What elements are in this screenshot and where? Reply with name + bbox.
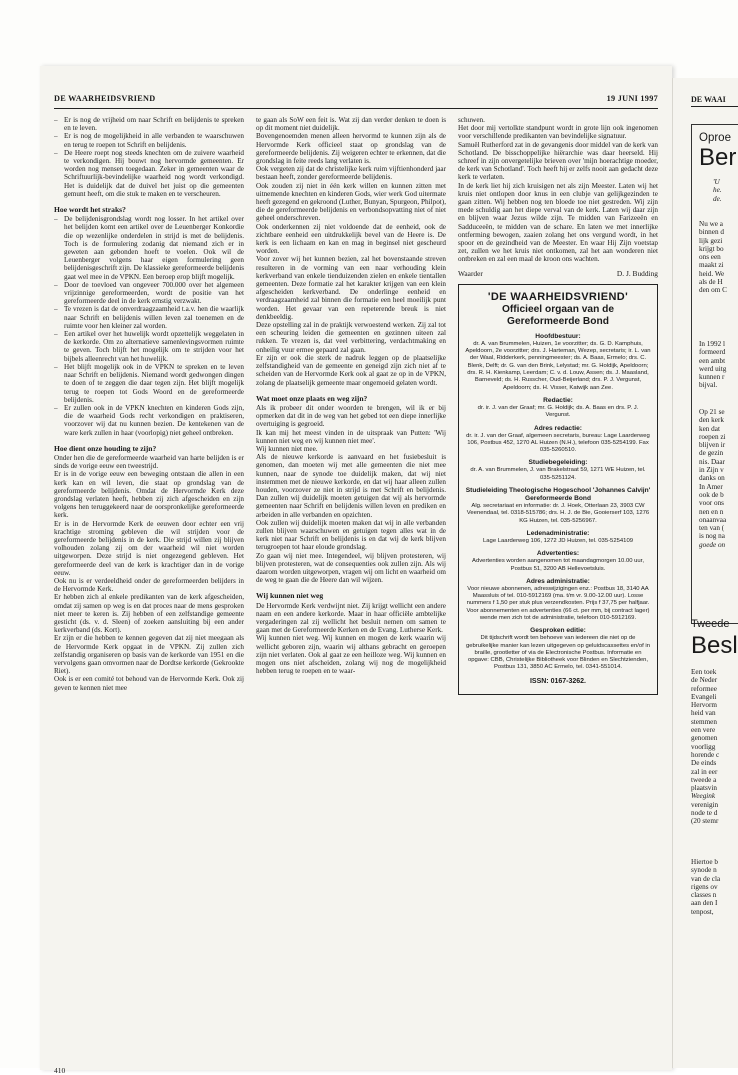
list-item: – De belijdenisgrondslag wordt nog losser. In het artikel over het belijden komt een artikel over de Leuenberger Konkordie die op wezenlijke onderdelen in strijd is met de belijdenis. Toch is de formulering zodanig dat niemand zich er in geweten aan gebonden hoeft te voelen. Ook wil de Leuenberger volgens haar eigen formulering geen belijdenisgeschrift zijn. De klassieke gereformeerde belijdenis gaat wel mee in de VPKN. Een beroep erop blijft mogelijk.	[54, 215, 244, 281]
paragraph: In de kerk liet hij zich kruisigen net als zijn Meester. Laten wij het kruis niet ontlopen door knus in een clubje van gelijkgezinden te gaan zitten. Wij hebben nog ten bloede toe niet gestreden. Wij zijn mede schuldig aan het diepe verval van de kerk. Laten wij daar zijn en blijven waar Jezus wilde zijn. Te midden van Farizeeën en Sadduceeën, te midden van de schare. En laten we met innerlijke ontferming bewogen, zaaien zolang het ons vergund wordt, in het spoor en de gezindheid van de Meester. En waar Hij Zijn voetstap zet, zullen we het kruis niet ontkomen, zal het aan wonderen niet ontbreken en zal een maal de kroon ons wachten.	[458, 181, 658, 264]
paragraph: Zo gaan wij niet mee. Integendeel, wij blijven protesteren, wij blijven protesteren, wat de consequenties ook zullen zijn. Als wij daarom worden uitgeworpen, vragen wij om licht en waarheid om de weg te gaan die de Heere dan wil wijzen.	[256, 551, 446, 585]
paragraph: Deze opstelling zal in de praktijk verwoestend werken. Zij zal tot een scheuring leiden die gemeenten en gezinnen uiteen zal rukken. Te vrezen is, dat veel verbittering, verdachtmaking en onheilig vuur ermee gepaard zal gaan.	[256, 321, 446, 354]
text-line: Een toek	[691, 668, 717, 676]
colophon-text: Lage Laarderweg 106, 1272 JD Huizen, tel. 035-5254109	[483, 537, 633, 544]
text-line: Op 21 se	[699, 408, 725, 416]
paragraph: Wij kunnen niet weg. Wij kunnen en mogen de kerk waarin wij wellicht geboren zijn, waarin wij althans gebracht en geroepen zijn niet verlaten. Ook al gaat ze een heilloze weg. Wij kunnen en mogen ons niet afscheiden, zolang wij nog de mogelijkheid hebben terug te roepen en te waar-	[256, 634, 446, 676]
adjacent-page-header: DE WAAI	[691, 95, 726, 104]
text-line: de.	[713, 194, 722, 203]
adjacent-text-block	[691, 858, 738, 916]
text-line: (20 stemr	[691, 817, 719, 826]
colophon-title: 'DE WAARHEIDSVRIEND'	[487, 290, 629, 303]
text-line: zal in eer	[691, 767, 718, 776]
section-heading: Hoe wordt het straks?	[54, 205, 126, 215]
colophon-heading: Ledenadministratie:	[526, 529, 590, 537]
text-line: kunnen r	[699, 373, 725, 382]
text-line: aan den I	[691, 899, 718, 908]
colophon-section	[465, 425, 651, 455]
text-line: classes n	[691, 891, 717, 900]
colophon-section	[465, 530, 651, 545]
publication-name: DE WAARHEIDSVRIEND	[54, 94, 156, 103]
section-heading: Wat moet onze plaats en weg zijn?	[256, 393, 368, 403]
section-heading: Wij kunnen niet weg	[256, 591, 324, 601]
intro-list	[54, 116, 244, 198]
adjacent-kicker: Oproe	[699, 132, 731, 144]
text-line: synode n	[691, 866, 717, 875]
column-2	[256, 116, 446, 1052]
text-line: roepen zi	[699, 432, 726, 441]
colophon-section	[465, 550, 651, 573]
colophon-heading: Adres administratie:	[526, 577, 590, 585]
page-number: 410	[54, 1066, 66, 1075]
text-line: maakt zi	[699, 261, 724, 270]
text-line: reformee	[691, 684, 717, 693]
text-line: lijk gezi	[699, 236, 723, 245]
paragraph: Als ik probeer dit onder woorden te brengen, wil ik er bij opmerken dat dit in de weg van het gebed tot een diepe innerlijke overtuiging is gegroeid.	[256, 403, 446, 429]
text-line: ons een	[699, 253, 721, 262]
text-line: binnen d	[699, 228, 724, 237]
paragraph: Er is in de Hervormde Kerk de eeuwen door echter een vrij krachtige stroming gebleven die wil strijden voor de gereformeerde belijdenis in de kerk. Die strijd willen zij blijven volhouden zolang zij om der waarheid wil niet worden uitgeworpen. Deze strijd is niet ongezegend gebleven. Het gereformeerde deel van de kerk is krachtiger dan in de vorige eeuw.	[54, 519, 244, 577]
paragraph: Bovengenoemden menen alleen hervormd te kunnen zijn als de Hervormde Kerk officieel staat op grondslag van de gereformeerde belijdenis. Zij weigeren echter te erkennen, dat die grondslag in feite reeds lang verlaten is.	[256, 132, 446, 166]
text-line: werd uitg	[699, 364, 727, 373]
paragraph: Samuël Rutherford zat in de gevangenis door middel van de kerk van Schotland. De bisschoppelijke hiërarchie was daar heerseld. Hij schreef in zijn onvergetelijke brieven over 'mijn hoerachtige moeder, de kerk van Schotland'. Toch heeft hij er zelfs nooit aan gedacht deze kerk te verlaten.	[458, 140, 658, 182]
column-1	[54, 116, 244, 1052]
paragraph: Er zijn er die hebben te kennen gegeven dat zij niet meegaan als de Hervormde Kerk opgaat in de VPKN. Zij zullen zich zelfstandig organiseren op basis van de kerkorde van 1951 en die vervolgens gaan omvormen naar de Dordtse kerkorde (Gekrookte Riet).	[54, 634, 244, 676]
text-line: Nu we a	[699, 220, 723, 228]
colophon-section	[465, 627, 651, 671]
colophon-heading: Gesproken editie:	[530, 627, 586, 635]
text-line: voor ons	[699, 499, 724, 508]
adjacent-text-block	[699, 340, 738, 390]
adjacent-kicker: Tweede	[691, 618, 730, 630]
paragraph: te gaan als SoW een feit is. Wat zij dan verder denken te doen is op dit moment niet duidelijk.	[256, 116, 446, 133]
colophon-heading: Hoofdbestuur:	[535, 332, 581, 340]
paragraph: Ik kan mij het meest vinden in de uitspraak van Putten: 'Wij kunnen niet weg en wij kunnen niet mee'.	[256, 428, 446, 445]
adjacent-text-block	[699, 220, 738, 295]
author-signoff	[458, 270, 658, 278]
text-line: tweede a	[691, 775, 717, 784]
text-line: nen en n	[699, 507, 724, 516]
list-item: – Er is nog de vrijheid om naar Schrift en belijdenis te spreken en te leven.	[54, 116, 244, 132]
text-line: den kerk	[699, 416, 724, 425]
section-heading: Hoe dient onze houding te zijn?	[54, 443, 157, 453]
text-line: als de H	[699, 278, 723, 287]
text-line: tenpost,	[691, 907, 714, 916]
colophon-box	[458, 284, 658, 695]
adjacent-text-block	[691, 668, 738, 826]
text-line: voorligg	[691, 742, 716, 751]
colophon-subtitle-line: Officieel orgaan van de	[501, 303, 615, 315]
colophon-text: dr. A. van Brummelen, J. van Brakelstraat 59, 1271 WE Huizen, tel. 035-5251124.	[470, 467, 646, 481]
paragraph: Onder hen die de gereformeerde waarheid van harte belijden is er sinds de vorige eeuw een tweestrijd.	[54, 453, 244, 471]
colophon-text: dr. ir. J. van der Graaf; mr. G. Holdijk; ds. A. Baas en drs. P. J. Vergunst.	[477, 404, 639, 419]
text-line: nis. Daar	[699, 457, 725, 466]
paragraph: Er is in de vorige eeuw een beweging ontstaan die allen in een kerk kan en wil leven, die staat op grondslag van de gereformeerde belijdenis. Omdat de Hervormde Kerk deze grondslag verlaten heeft, hebben zij zich afgescheiden en zijn volgens hen teruggekeerd naar de oorspronkelijke gereformeerde kerk.	[54, 470, 244, 520]
colophon-text: Voor nieuwe abonnenen, adreswijzigingen enz.: Postbus 18, 3140 AA Maassluis of tel. 010-5912169 (ma. t/m vr. 9.00-12.00 uur). Losse nummers f 1,50 per stuk plus verzendkosten. Prijs f 37,75 per halfjaar. Voor abonnementen en advertenties (66 ct. per mm, bij contract lager) wende men zich tot de administratie, telefoon 010-5912169.	[466, 585, 650, 621]
issue-date: 19 JUNI 1997	[606, 94, 658, 103]
colophon-text: Dit tijdschrift wordt ten behoeve van iedereen die niet op de gebruikelijke manier kan lezen uitgegeven op geluidscassettes en/of in braille, grootletter of via de Electronische Postbus. Informatie en opgave: CBB, Christelijke Bibliotheek voor Blinden en Slechtzienden, Postbus 131, 3850 AC Ermelo, tel. 0341-551014.	[465, 635, 651, 671]
text-line: verenigin	[691, 800, 719, 809]
colophon-section	[465, 459, 651, 482]
paragraph: Het door mij vertolkte standpunt wordt in grote lijn ook ingenomen voor verschillende predikanten van bevindelijke signatuur.	[458, 124, 658, 141]
colophon-text: dr. A. van Brummelen, Huizen, 1e voorzitter; ds. G. D. Kamphuis, Apeldoorn, 2e voorzitter; drs. J. Harteman, Wezep, secretaris; ir. L. van der Waal, Ridderkerk, penningmeester; ds. A. Baas, Ermelo; drs. C. Blenk, Delft; dr. G. van den Brink, Lelystad; mr. G. Holdijk, Apeldoorn; drs. R. H. Kienkamp, Leerdam; C. v. d. Louw, Assen; ds. J. Maasland, Barneveld; ds. H. Russcher, Oud-Beijerland; drs. P. J. Vergunst, Apeldoorn; ds. H. Visser, Katwijk aan Zee.	[465, 340, 651, 391]
text-line: rigens ov	[691, 882, 718, 891]
text-line: danks on	[699, 474, 725, 483]
colophon-heading: Studiebegeleiding:	[528, 459, 588, 467]
text-line: den om C	[699, 286, 727, 295]
page-header	[54, 94, 658, 108]
text-line: horende c	[691, 750, 720, 759]
text-line: ook de b	[699, 490, 724, 499]
adjacent-italic-text	[713, 178, 738, 203]
colophon-section	[465, 578, 651, 622]
text-line: blijven ir	[699, 441, 726, 450]
paragraph: schuwen.	[458, 116, 485, 124]
colophon-text: Advertenties worden aangenomen tot maandagmorgen 10.00 uur, Postbus 51, 3200 AB Hellevoetsluis.	[472, 558, 644, 572]
colophon-text: dr. ir. J. van der Graaf, algemeen secretaris, bureau: Lage Laarderweg 106, Postbus 452, 1270 AL Huizen (N.H.), telefoon 035-5254199. Fax 035-5260510.	[466, 432, 650, 454]
text-line: he.	[713, 186, 722, 195]
colophon-subtitle-line: Gereformeerde Bond	[507, 315, 609, 327]
column-3	[458, 116, 658, 1052]
paragraph: Ook onderkennen zij niet voldoende dat de eenheid, ook de zichtbare eenheid een uitdrukkelijk bevel van de Heere is. De kerk is een lichaam en kan en mag in beginsel niet gescheurd worden.	[256, 222, 446, 256]
list-item: – De Heere roept nog steeds knechten om de zuivere waarheid te verkondigen. Hij bouwt nog hervormde gemeenten. Er worden nog mensen toegedaan. Zeker in gemeenten waar de Schriftuurlijk-bevindelijke waarheid nog wordt verkondigd. Het is duidelijk dat de duivel het juist op die gemeenten gemunt heeft, om die stuk te maken en te verscheuren.	[54, 149, 244, 198]
signoff-place: Waarder	[458, 268, 483, 278]
text-line: Weegink	[691, 792, 716, 801]
list-item: – Te vrezen is dat de onverdraagzaamheid t.a.v. hen die waarlijk naar Schrift en belijdenis willen leven zal toenemen en de ruimte voor hen kleiner zal worden.	[54, 305, 244, 330]
paragraph: Ook is er een comité tot behoud van de Hervormde Kerk. Ook zij geven te kennen niet mee	[54, 675, 244, 692]
paragraph: De Hervormde Kerk verdwijnt niet. Zij krijgt wellicht een andere naam en een andere kerkorde. Maar in haar officiële ambtelijke vergaderingen zal zij wellicht het besluit nemen om samen te gaan met de Gereformeerde Kerken en de Evang. Lutherse Kerk.	[256, 601, 446, 635]
text-line: bijval.	[699, 381, 718, 390]
text-line: van de cla	[691, 874, 721, 883]
paragraph: Ook vergeten zij dat de christelijke kerk ruim vijftienhonderd jaar bestaan heeft, zonder gereformeerde belijdenis.	[256, 165, 446, 182]
text-line: in Zijn v	[699, 466, 724, 475]
text-line: de gezin	[699, 449, 724, 458]
text-line: De einds	[691, 759, 717, 768]
text-line: onaanvaa	[699, 515, 727, 524]
text-line: In Amer	[699, 482, 723, 491]
list-item: – Het blijft mogelijk ook in de VPKN te spreken en te leven naar Schrift en belijdenis. Niemand wordt gedwongen dingen te doen of te zeggen die daar tegen zijn. Het blijft mogelijk terug te roepen tot Gods Woord en de gereformeerde belijdenis.	[54, 363, 244, 404]
colophon-text: Alg. secretariaat en informatie: dr. J. Hoek, Otterlaan 23, 3903 CW Veenendaal, tel. 0318-515786; drs. H. J. de Bie, Gooierserf 103, 1276 KG Huizen, tel. 035-5256967.	[466, 503, 650, 524]
paragraph: Ook nu is er verdeeldheid onder de gereformeerden belijders in de Hervormde Kerk.	[54, 576, 244, 594]
text-line: Evangeli	[691, 692, 717, 701]
paragraph: Wij kunnen niet mee.	[256, 444, 318, 453]
magazine-page	[40, 66, 672, 1075]
text-line: ken dat	[699, 424, 720, 433]
adjacent-page	[672, 78, 738, 1068]
outlook-list	[54, 215, 244, 436]
text-line: stemmen	[691, 717, 717, 726]
colophon-subtitle	[465, 304, 651, 328]
text-line: een vere	[691, 726, 716, 735]
text-line: genomen	[691, 734, 718, 743]
text-line: formeerd	[699, 348, 726, 357]
colophon-section	[465, 333, 651, 392]
paragraph: Als de nieuwe kerkorde is aanvaard en het fusiebesluit is genomen, dan moeten wij met alle gemeenten die niet mee kunnen, naar de synode toe duidelijk maken, dat wij niet instemmen met de nieuwe kerkorde, en dat wij haar alleen zullen houden, voorzover ze niet in strijd is met Schrift en belijdenis. Dan zullen wij duidelijk moeten getuigen dat wij als hervormde gemeenten naar Schrift en belijdenis willen leven en prediken en arbeiden in alle verbanden en opzichten.	[256, 453, 446, 519]
text-line: 'U	[713, 178, 720, 186]
colophon-heading: Redactie:	[543, 396, 573, 404]
text-line: node te d	[691, 809, 718, 818]
text-line: heid. We	[699, 269, 725, 278]
paragraph: Voor zover wij het kunnen bezien, zal het bovenstaande streven resulteren in de vorming van een naar verhouding klein kerkverband van enkele tienduizenden zielen en enkele tientallen gemeenten. Deze formatie zal het karakter krijgen van een klein afgescheiden kerkverband. De onderlinge eenheid en verdraagzaamheid zal binnen die formatie een heel moeilijk punt worden. Het gevaar van een repeterende breuk is niet denkbeeldig.	[256, 255, 446, 321]
text-line: krijgt bo	[699, 244, 724, 253]
adjacent-header-rule	[691, 106, 738, 107]
paragraph: Ook zullen wij duidelijk moeten maken dat wij in alle verbanden zullen blijven waarschuwen en getuigen tegen alles wat in de kerk niet naar Schrift en belijdenis is en dat wij de kerk blijven terugroepen tot haar eloude grondslag.	[256, 518, 446, 552]
text-line: heid van	[691, 709, 716, 718]
colophon-heading: Advertenties:	[536, 550, 580, 558]
text-line: Hiertoe b	[691, 858, 718, 866]
header-rule	[54, 108, 658, 109]
text-line: ten van (	[699, 524, 725, 533]
list-item: – Er zullen ook in de VPKN knechten en kinderen Gods zijn, die de waarheid Gods recht verkondigen en praktiseren, voorzover wij dat nu kunnen bezien. De kentekenen van de ware kerk zullen in haar (voorlopig) niet geheel ontbreken.	[54, 404, 244, 437]
text-line: de Neder	[691, 676, 718, 685]
list-item: – Er is nog de mogelijkheid in alle verbanden te waarschuwen en terug te roepen tot Schrift en belijdenis.	[54, 132, 244, 148]
colophon-section	[465, 487, 651, 525]
paragraph: Ook zouden zij niet in één kerk willen en kunnen zitten met uitnemende knechten en kinderen Gods, wier werk God uitermate heeft gezegend en gekroond (Luther, Bunyan, Spurgeon, Philpot), die de gereformeerde belijdenis en verbondsopvatting niet of niet geheel onderschreven.	[256, 181, 446, 223]
text-line: Hervorm	[691, 701, 717, 710]
colophon-section	[465, 397, 651, 420]
paragraph: Er hebben zich al enkele predikanten van de kerk afgescheiden, omdat zij samen op weg is en dat proces naar de mens gesproken niet meer te keren is. Zij hebben of een zelfstandige gemeente gesticht (ds. v. d. Sleen) of zoeken aansluiting bij een ander kerkverband (ds. Kort).	[54, 593, 244, 635]
signoff-author: D. J. Budding	[616, 268, 658, 278]
issn-number: ISSN: 0167-3262.	[529, 677, 587, 685]
text-line: een ambt	[699, 356, 726, 365]
colophon-heading: Studieleiding Theologische Hogeschool 'Johannes Calvijn' Gereformeerde Bond	[465, 487, 651, 503]
adjacent-text-block	[699, 408, 738, 549]
text-line: plaatsvin	[691, 784, 717, 793]
text-line: is nog na	[699, 532, 725, 541]
list-item: – Door de toevloed van ongeveer 700.000 over het algemeen vrijzinnige gereformeerden, wordt de positie van het gereformeerde deel in de kerk ernstig verzwakt.	[54, 281, 244, 306]
text-line: goede on	[699, 540, 726, 549]
colophon-heading: Adres redactie:	[533, 424, 582, 432]
list-item: – Een artikel over het huwelijk wordt opzettelijk weggelaten in de kerkorde. Om zo alternatieve samenlevingsvormen ruimte te geven. Toch blijft het mogelijk om te strijden voor het bijbels alleenrecht van het huwelijk.	[54, 330, 244, 363]
adjacent-title: Besl	[691, 632, 738, 659]
adjacent-title: Ber	[699, 144, 737, 171]
text-line: In 1992 l	[699, 340, 725, 348]
paragraph: Er zijn er ook die sterk de nadruk leggen op de plaatselijke zelfstandigheid van de gemeente en geneigd zijn zich niet af te scheiden van de Hervormde Kerk ook al gaat ze op in de VPKN, zolang de plaatselijk gemeente maar ongemoeid gelaten wordt.	[256, 353, 446, 387]
